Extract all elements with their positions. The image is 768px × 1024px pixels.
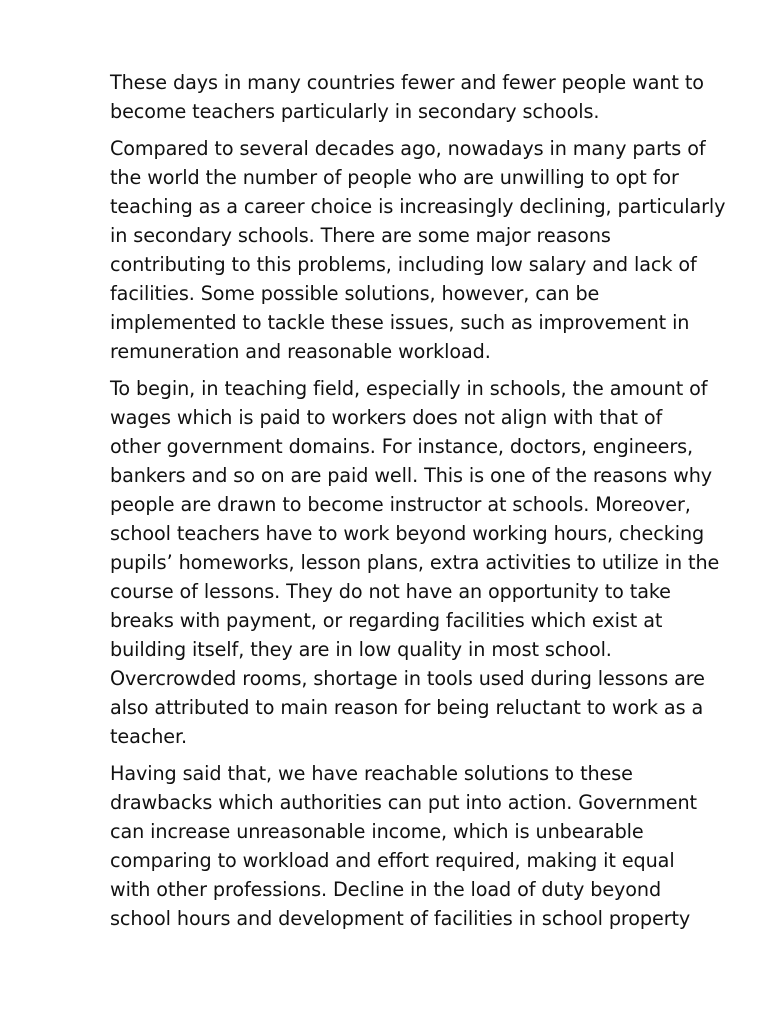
text-line: school teachers have to work beyond working hours, checking [110, 522, 705, 545]
text-line: with other professions. Decline in the load of duty beyond [110, 878, 662, 901]
text-line: Overcrowded rooms, shortage in tools used during lessons are [110, 667, 705, 690]
paragraph-1 [110, 68, 716, 126]
paragraph-3 [110, 374, 720, 751]
text-line: building itself, they are in low quality in most school. [110, 638, 612, 661]
paragraph-4 [110, 759, 716, 933]
text-line: also attributed to main reason for being reluctant to work as a [110, 696, 704, 719]
text-line: bankers and so on are paid well. This is one of the reasons why [110, 464, 713, 487]
text-line: wages which is paid to workers does not align with that of [110, 406, 663, 429]
text-line: These days in many countries fewer and fewer people want to [110, 71, 704, 94]
text-line: facilities. Some possible solutions, however, can be [110, 282, 600, 305]
text-line: To begin, in teaching field, especially in schools, the amount of [110, 377, 708, 400]
text-line: drawbacks which authorities can put into action. Government [110, 791, 697, 814]
text-line: teacher. [110, 725, 188, 748]
text-line: course of lessons. They do not have an opportunity to take [110, 580, 671, 603]
text-line: teaching as a career choice is increasingly declining, particularly [110, 195, 726, 218]
document-body [110, 68, 726, 941]
text-line: contributing to this problems, including low salary and lack of [110, 253, 697, 276]
text-line: other government domains. For instance, doctors, engineers, [110, 435, 694, 458]
text-line: school hours and development of facilities in school property [110, 907, 691, 930]
text-line: people are drawn to become instructor at schools. Moreover, [110, 493, 691, 516]
text-line: comparing to workload and effort required, making it equal [110, 849, 675, 872]
paragraph-2 [110, 134, 726, 366]
text-line: Compared to several decades ago, nowadays in many parts of [110, 137, 706, 160]
text-line: implemented to tackle these issues, such as improvement in [110, 311, 690, 334]
text-line: Having said that, we have reachable solutions to these [110, 762, 633, 785]
text-line: breaks with payment, or regarding facilities which exist at [110, 609, 663, 632]
text-line: remuneration and reasonable workload. [110, 340, 491, 363]
text-line: pupils’ homeworks, lesson plans, extra activities to utilize in the [110, 551, 720, 574]
text-line: the world the number of people who are unwilling to opt for [110, 166, 679, 189]
text-line: become teachers particularly in secondary schools. [110, 100, 600, 123]
text-line: in secondary schools. There are some major reasons [110, 224, 611, 247]
text-line: can increase unreasonable income, which is unbearable [110, 820, 644, 843]
